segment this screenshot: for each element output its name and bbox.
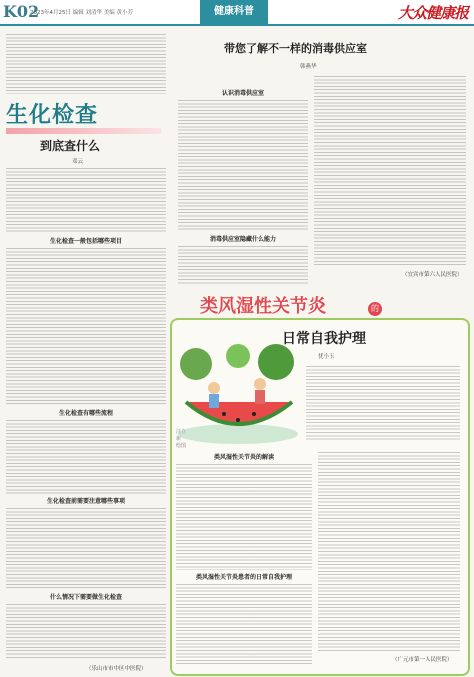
article1-section-heading: 什么情况下需要做生化检查 [49,594,122,601]
article2-author: 韩燕华 [300,64,317,70]
article1-section-heading: 生化检查一般包括哪些项目 [49,238,122,245]
article3-source: （广元市第一人民医院） [392,657,453,663]
article1-column [6,168,166,232]
watermelon-illustration [176,344,300,448]
article3-column [306,366,460,442]
article2-column [178,100,308,230]
article1-image-area [6,34,166,94]
article3-column [318,452,460,652]
illustration-credit: 汪立新 绘图 [176,429,187,449]
page-number: K02 [3,2,40,21]
article1-column [6,508,166,588]
section-tab: 健康科普 [200,0,268,24]
article2-section-heading: 认识消毒供应室 [221,90,264,97]
article3-de-badge: 的 [368,302,382,316]
article1-section-heading: 生化检查前需要注意哪些事项 [46,498,125,505]
article1-title: 生化检查 [6,102,99,128]
article3-subtitle: 日常自我护理 [282,331,366,347]
article2-source: （宜宾市第六人民医院） [402,272,463,278]
article3-section-heading: 类风湿性关节炎患者的日常自我护理 [195,574,292,581]
article1-source: （乐山市市中区中医院） [86,666,147,672]
article1-author: 邓云 [72,159,84,165]
article3-column [176,464,312,570]
article3-column [176,584,312,664]
article1-section-heading: 生化检查有哪些流程 [58,410,113,417]
article3-title: 类风湿性关节炎 [200,296,326,317]
article1-column [6,420,166,494]
masthead-logo: 大众健康报 [397,4,468,22]
article2-section-heading: 消毒供应室隐藏什么能力 [209,236,276,243]
date-editor-line: 2023年4月25日 编辑 刘清华 美编 黄小芳 [30,10,133,16]
article2-title: 带您了解不一样的消毒供应室 [224,42,367,55]
article3-section-heading: 类风湿性关节炎的解读 [213,454,274,461]
article3-author: 忧小玉 [318,354,335,360]
article1-column [6,248,166,406]
article2-column [178,246,308,284]
page-header [0,0,474,26]
article1-column [6,604,166,660]
article1-subtitle: 到底查什么 [40,139,101,153]
article2-column [314,76,466,266]
title-underline [6,128,161,134]
